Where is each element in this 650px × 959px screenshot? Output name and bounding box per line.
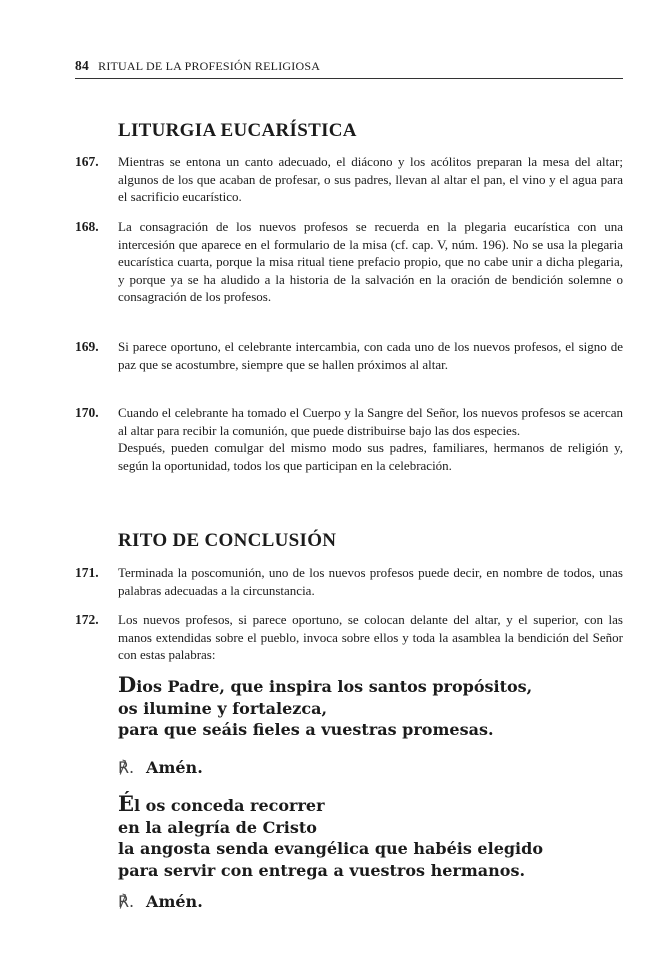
- paragraph-text: Terminada la poscomunión, uno de los nuevos profesos puede decir, en nombre de todos, unas palabras adecuadas a la circunstancia.: [118, 565, 623, 598]
- response-text: Amén.: [146, 892, 203, 911]
- prayer-line: os ilumine y fortalezca,: [118, 698, 328, 718]
- running-head: [75, 58, 623, 79]
- prayer-line: en la alegría de Cristo: [118, 817, 317, 837]
- response-amen-1: [118, 758, 203, 777]
- paragraph-number: 169.: [75, 339, 99, 354]
- paragraph-number: 171.: [75, 565, 99, 580]
- running-title: RITUAL DE LA PROFESIÓN RELIGIOSA: [98, 59, 321, 73]
- prayer-line: Dios Padre, que inspira los santos propósitos,: [118, 672, 533, 697]
- paragraph-number: 167.: [75, 154, 99, 169]
- paragraph-number: 172.: [75, 612, 99, 627]
- blessing-prayer-2: [118, 791, 623, 881]
- section-title-liturgia: LITURGIA EUCARÍSTICA: [118, 120, 357, 141]
- paragraph-169: [75, 338, 623, 373]
- paragraph-168: [75, 218, 623, 306]
- section-title-conclusion: RITO DE CONCLUSIÓN: [118, 530, 337, 551]
- prayer-line: para que seáis fieles a vuestras promesas.: [118, 720, 494, 739]
- paragraph-number: 168.: [75, 219, 99, 234]
- page-number: 84: [75, 58, 89, 73]
- paragraph-text: Los nuevos profesos, si parece oportuno, se colocan delante del altar, y el superior, con las manos extendidas sobre el pueblo, invoca sobre ellos y toda la asamblea la bendición del Señor con estas palabras:: [118, 612, 623, 663]
- paragraph-text: Cuando el celebrante ha tomado el Cuerpo y la Sangre del Señor, los nuevos profesos se acercan al altar para recibir la comunión, que puede distribuirse bajo las dos especies.: [118, 405, 623, 438]
- paragraph-text-continued: Después, pueden comulgar del mismo modo sus padres, familiares, hermanos de religión y, según la oportunidad, todos los que participan en la celebración.: [118, 440, 623, 473]
- drop-capital: É: [118, 791, 135, 816]
- drop-capital: D: [118, 672, 137, 697]
- response-symbol: ℟.: [118, 892, 135, 911]
- paragraph-text: Si parece oportuno, el celebrante intercambia, con cada uno de los nuevos profesos, el signo de paz que se acostumbre, siempre que se hallen próximos al altar.: [118, 339, 623, 372]
- paragraph-text: Mientras se entona un canto adecuado, el diácono y los acólitos preparan la mesa del altar; algunos de los que acaban de profesar, o sus padres, llevan al altar el pan, el vino y el agua para el sacrificio eucarístico.: [118, 154, 623, 205]
- paragraph-167: [75, 153, 623, 206]
- prayer-line: Él os conceda recorrer: [118, 791, 325, 816]
- paragraph-171: [75, 564, 623, 599]
- paragraph-170: [75, 404, 623, 474]
- prayer-line: la angosta senda evangélica que habéis elegido: [118, 839, 543, 858]
- response-text: Amén.: [146, 758, 203, 777]
- blessing-prayer-1: [118, 672, 623, 741]
- paragraph-text: La consagración de los nuevos profesos se recuerda en la plegaria eucarística con una intercesión que aparece en el formulario de la misa (cf. cap. V, núm. 196). No se usa la plegaria eucarística cuarta, porque la misa ritual tiene prefacio propio, que no cabe unir a dicha plegaria, y porque ya se ha aludido a la historia de la salvación en la oración de bendición solemne o consagración de los profesos.: [118, 219, 623, 305]
- paragraph-number: 170.: [75, 405, 99, 420]
- response-symbol: ℟.: [118, 758, 135, 777]
- prayer-line: para servir con entrega a vuestros hermanos.: [118, 860, 526, 880]
- paragraph-172: [75, 611, 623, 664]
- response-amen-2: [118, 892, 203, 911]
